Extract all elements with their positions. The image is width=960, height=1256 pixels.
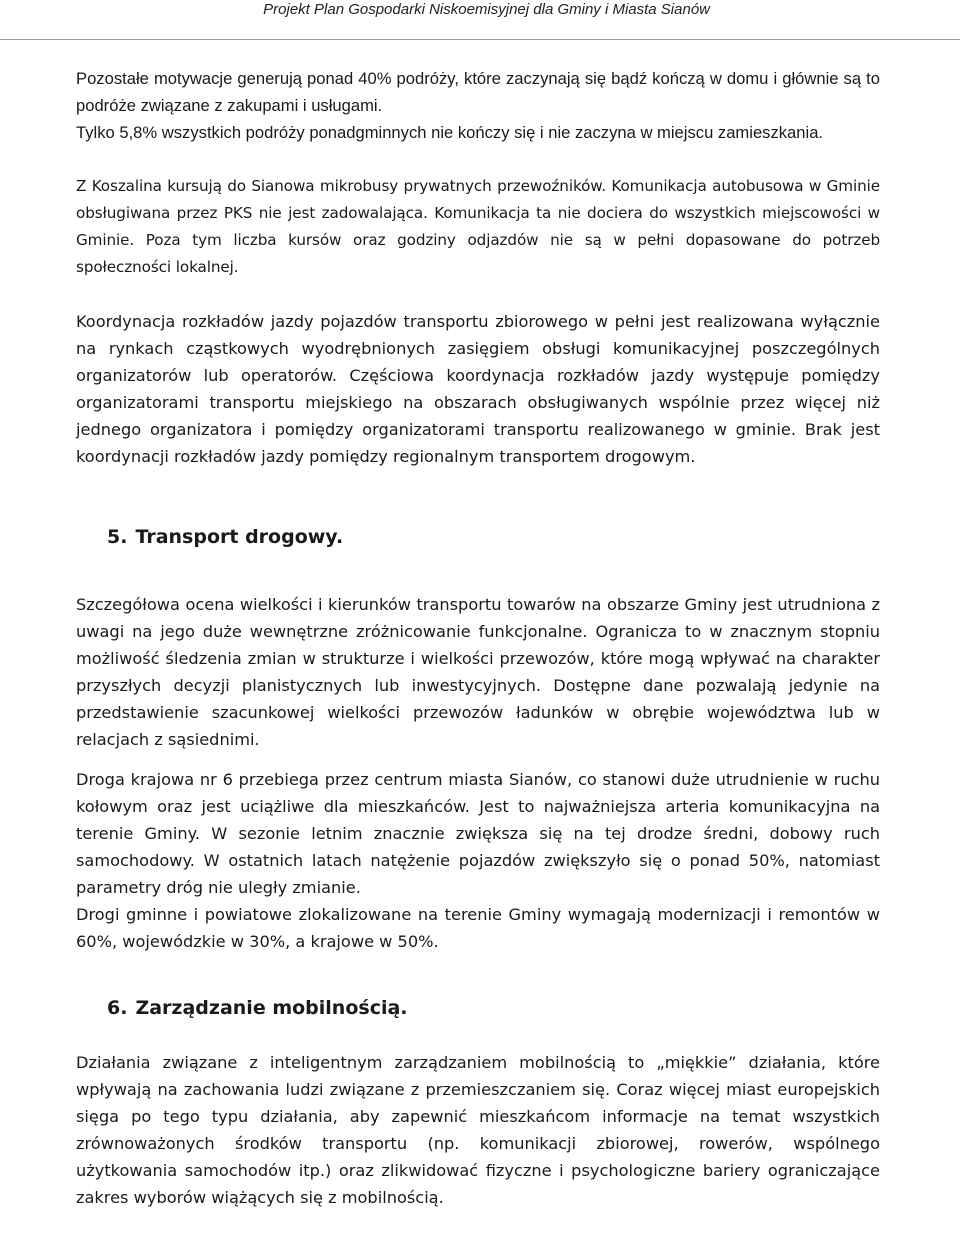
section-5-title: Transport drogowy. xyxy=(135,526,344,548)
paragraph-national-road: Droga krajowa nr 6 przebiega przez centrum miasta Sianów, co stanowi duże utrudnienie w ruchu kołowym oraz jest uciążliwe dla mieszkańców. Jest to najważniejsza arteria komunikacyjna na terenie Gminy. W sezonie letnim znacznie zwiększa się na tej drodze średni, dobowy ruch samochodowy. W ostatnich latach natężenie pojazdów zwiększyło się o ponad 50%, natomiast parametry dróg nie uległy zmianie. xyxy=(76,770,880,897)
section-5-number: 5. xyxy=(107,526,128,548)
section-5-heading xyxy=(76,524,880,551)
paragraph-bus: Z Koszalina kursują do Sianowa mikrobusy prywatnych przewoźników. Komunikacja autobusowa w Gminie obsługiwana przez PKS nie jest zadowalająca. Komunikacja ta nie dociera do wszystkich miejscowości w Gminie. Poza tym liczba kursów oraz godziny odjazdów nie są w pełni dopasowane do potrzeb społeczności lokalnej. xyxy=(76,177,880,276)
paragraph-freight: Szczegółowa ocena wielkości i kierunków transportu towarów na obszarze Gminy jest utrudniona z uwagi na jego duże wewnętrzne zróżnicowanie funkcjonalne. Ogranicza to w znacznym stopniu możliwość śledzenia zmian w strukturze i wielkości przewozów, które mogą wpływać na charakter przyszłych decyzji planistycznych lub inwestycyjnych. Dostępne dane pozwalają jedynie na przedstawienie szacunkowej wielkości przewozów ładunków w obrębie województwa lub w relacjach z sąsiednimi. xyxy=(76,595,880,749)
intro-section xyxy=(76,65,880,146)
paragraph-trips: Tylko 5,8% wszystkich podróży ponadgminnych nie kończy się i nie zaczyna w miejscu zamieszkania. xyxy=(76,123,824,142)
bus-section xyxy=(76,173,880,281)
paragraph-mobility: Działania związane z inteligentnym zarządzaniem mobilnością to „miękkie” działania, które wpływają na zachowania ludzi związane z przemieszczaniem się. Coraz więcej miast europejskich sięga po tego typu działania, aby zapewnić mieszkańcom informacje na temat wszystkich zrównoważonych środków transportu (np. komunikacji zbiorowej, rowerów, wspólnego użytkowania samochodów itp.) oraz zlikwidować fizyczne i psychologiczne bariery ograniczające zakres wyborów wiążących się z mobilnością. xyxy=(76,1053,880,1207)
section-6-title: Zarządzanie mobilnością. xyxy=(135,997,408,1019)
paragraph-motivations: Pozostałe motywacje generują ponad 40% podróży, które zaczynają się bądź kończą w domu i głównie są to podróże związane z zakupami i usługami. xyxy=(76,69,880,115)
paragraph-local-roads: Drogi gminne i powiatowe zlokalizowane na terenie Gminy wymagają modernizacji i remontów w 60%, wojewódzkie w 30%, a krajowe w 50%. xyxy=(76,905,880,951)
paragraph-coordination: Koordynacja rozkładów jazdy pojazdów transportu zbiorowego w pełni jest realizowana wyłącznie na rynkach cząstkowych wyodrębnionych zasięgiem obsługi komunikacyjnej poszczególnych organizatorów lub operatorów. Częściowa koordynacja rozkładów jazdy występuje pomiędzy organizatorami transportu miejskiego na obszarach obsługiwanych wspólnie przez więcej niż jednego organizatora i pomiędzy organizatorami transportu realizowanego w gminie. Brak jest koordynacji rozkładów jazdy pomiędzy regionalnym transportem drogowym. xyxy=(76,312,880,466)
document-body xyxy=(76,65,880,1211)
section-6-heading xyxy=(76,995,880,1022)
header-title: Projekt Plan Gospodarki Niskoemisyjnej dla Gminy i Miasta Sianów xyxy=(263,1,710,18)
section-6-number: 6. xyxy=(107,997,128,1019)
page-header xyxy=(0,0,960,40)
